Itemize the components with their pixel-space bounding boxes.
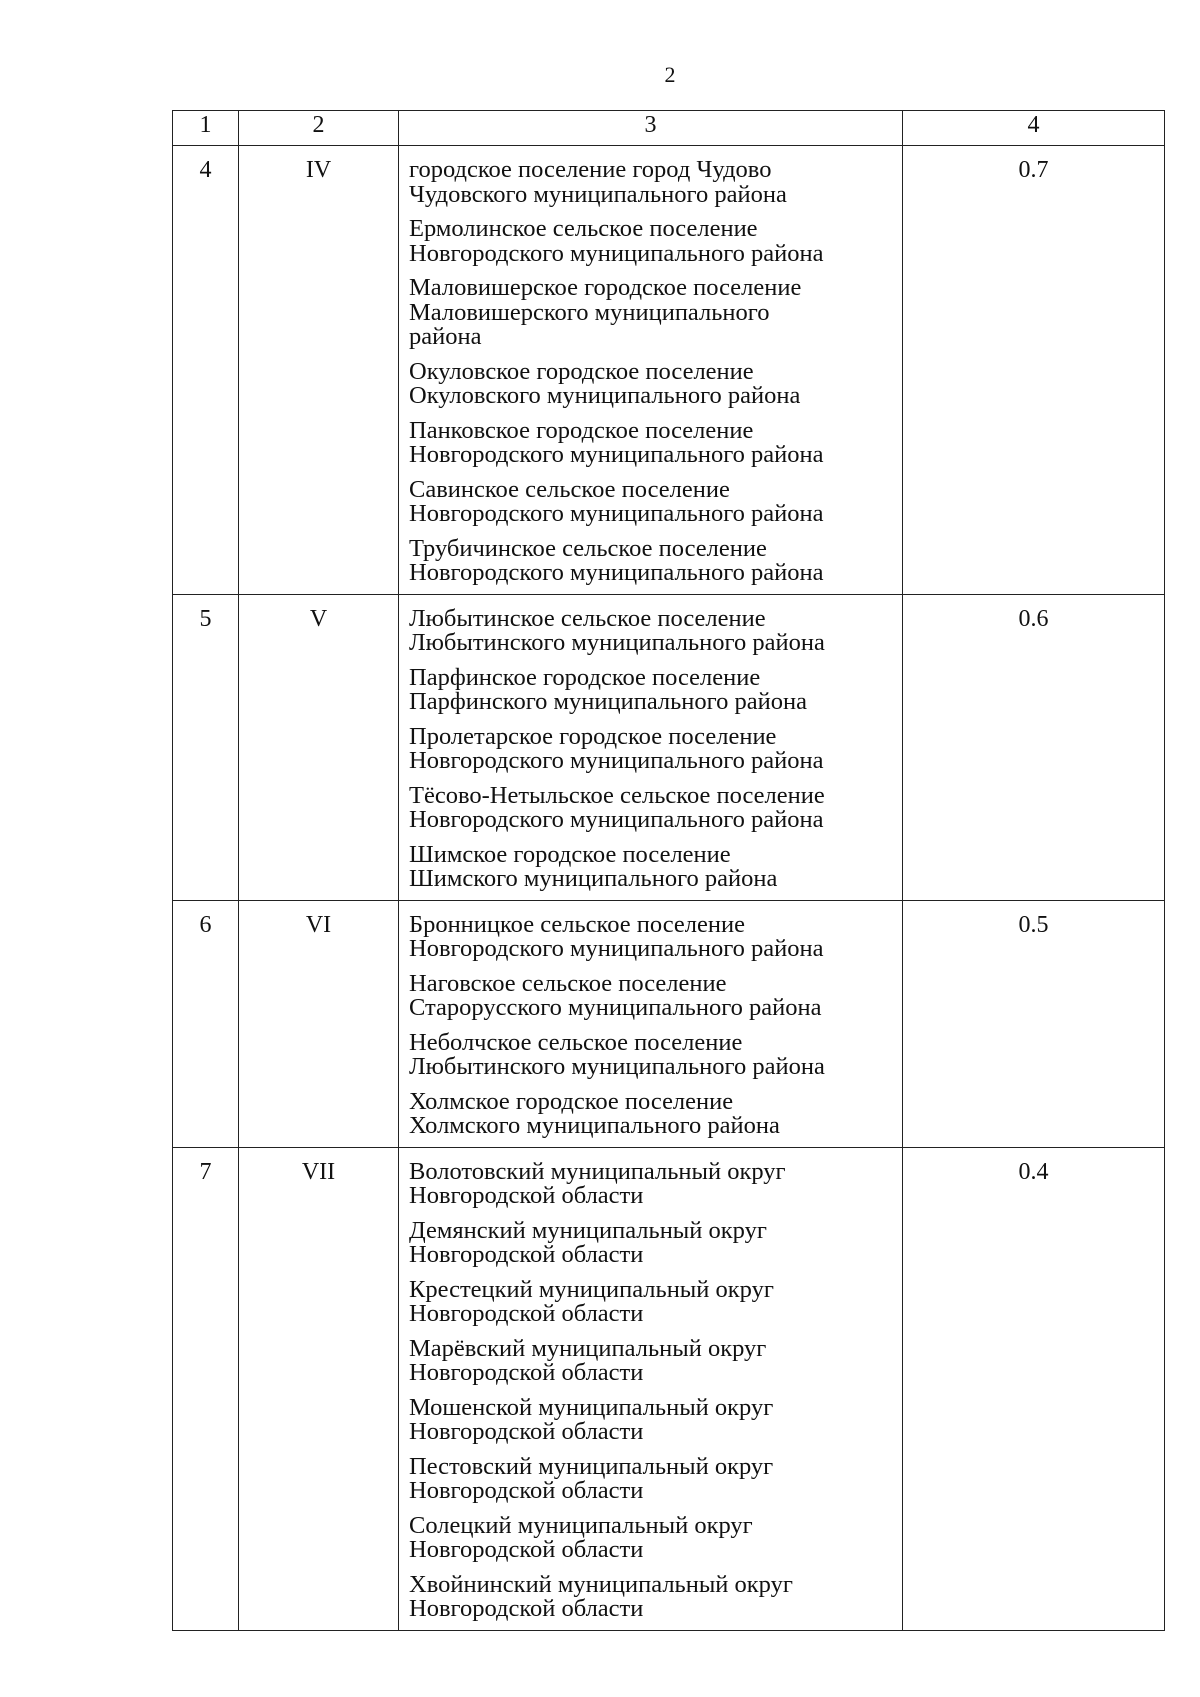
settlement-entry <box>409 663 892 715</box>
settlement-entry <box>409 781 892 833</box>
settlement-line: Пролетарское городское поселение <box>409 722 777 750</box>
settlement-entry <box>409 357 892 409</box>
table-row <box>173 900 1165 1147</box>
settlements-cell <box>399 146 903 595</box>
settlement-line: Ермолинское сельское поселение <box>409 215 758 242</box>
settlement-line: Неболчское сельское поселение <box>409 1028 743 1056</box>
settlement-line: Новгородской области <box>409 1359 644 1386</box>
settlement-entry <box>409 475 892 527</box>
settlement-entry <box>409 1334 892 1386</box>
group-cell: V <box>239 594 399 900</box>
settlements-cell <box>399 1147 903 1630</box>
settlement-entry <box>409 1028 892 1080</box>
settlement-line: Новгородской области <box>409 1595 644 1622</box>
settlement-line: Новгородского муниципального района <box>409 806 824 833</box>
row-number-cell: 4 <box>173 146 239 595</box>
row-number-cell: 5 <box>173 594 239 900</box>
settlement-line: Мошенской муниципальный округ <box>409 1393 774 1421</box>
settlement-line: Марёвский муниципальный округ <box>409 1334 767 1362</box>
settlement-line: Савинское сельское поселение <box>409 475 730 503</box>
settlement-line: Шимского муниципального района <box>409 865 778 892</box>
settlement-line: Трубичинское сельское поселение <box>409 534 767 562</box>
settlement-line: Солецкий муниципальный округ <box>409 1511 753 1539</box>
settlement-line: Любытинское сельское поселение <box>409 604 766 632</box>
table-row <box>173 594 1165 900</box>
row-number-cell: 6 <box>173 900 239 1147</box>
settlement-line: Окуловское городское поселение <box>409 357 754 385</box>
settlement-line: Новгородского муниципального района <box>409 500 824 527</box>
settlement-entry <box>409 969 892 1021</box>
settlement-line: Шимское городское поселение <box>409 840 731 868</box>
settlement-entry <box>409 1087 892 1139</box>
settlement-entry <box>409 722 892 774</box>
settlement-line: Новгородского муниципального района <box>409 441 824 468</box>
settlements-cell <box>399 594 903 900</box>
settlement-line: Холмского муниципального района <box>409 1112 780 1139</box>
header-col-4: 4 <box>903 111 1165 146</box>
settlement-line: Крестецкий муниципальный округ <box>409 1275 774 1303</box>
settlement-entry <box>409 217 892 266</box>
header-col-1: 1 <box>173 111 239 146</box>
settlement-line: Парфинское городское поселение <box>409 663 761 691</box>
settlement-entry <box>409 910 892 962</box>
settlement-entry <box>409 158 892 207</box>
coefficient-cell: 0.6 <box>903 594 1165 900</box>
settlement-line: Новгородской области <box>409 1477 644 1504</box>
settlement-line: Хвойнинский муниципальный округ <box>409 1570 793 1598</box>
settlement-line: Новгородской области <box>409 1300 644 1327</box>
settlements-table <box>172 110 1165 1631</box>
settlement-line: Демянский муниципальный округ <box>409 1216 767 1244</box>
settlement-line: Новгородского муниципального района <box>409 559 824 586</box>
settlement-line: Маловишерское городское поселение <box>409 274 802 301</box>
settlement-line: Парфинского муниципального района <box>409 688 807 715</box>
settlement-line: Новгородской области <box>409 1241 644 1268</box>
settlement-line: Новгородского муниципального района <box>409 747 824 774</box>
settlement-line: Холмское городское поселение <box>409 1087 734 1115</box>
settlement-line: Окуловского муниципального района <box>409 382 801 409</box>
settlement-line: Чудовского муниципального района <box>409 180 787 208</box>
table-row <box>173 146 1165 595</box>
settlement-line: Новгородского муниципального района <box>409 935 824 962</box>
settlement-entry <box>409 1511 892 1563</box>
settlement-line: Новгородской области <box>409 1182 644 1209</box>
settlement-entry <box>409 1570 892 1622</box>
settlement-line: Тёсово-Нетыльское сельское поселение <box>409 781 825 809</box>
settlements-cell <box>399 900 903 1147</box>
settlement-line: Новгородского муниципального района <box>409 239 824 267</box>
settlement-line: Новгородской области <box>409 1536 644 1563</box>
header-col-3: 3 <box>399 111 903 146</box>
settlement-line: района <box>409 323 482 350</box>
settlement-entry <box>409 840 892 892</box>
group-cell: IV <box>239 146 399 595</box>
settlement-line: Бронницкое сельское поселение <box>409 910 745 938</box>
group-cell: VI <box>239 900 399 1147</box>
settlement-line: городское поселение город Чудово <box>409 156 772 183</box>
coefficient-cell: 0.7 <box>903 146 1165 595</box>
settlement-line: Панковское городское поселение <box>409 416 754 444</box>
settlement-entry <box>409 276 892 350</box>
settlement-line: Старорусского муниципального района <box>409 994 822 1021</box>
settlement-entry <box>409 416 892 468</box>
settlement-entry <box>409 1452 892 1504</box>
page-number: 2 <box>664 62 676 87</box>
settlement-entry <box>409 604 892 656</box>
settlement-line: Наговское сельское поселение <box>409 969 727 997</box>
coefficient-cell: 0.4 <box>903 1147 1165 1630</box>
settlement-line: Маловишерского муниципального <box>409 298 770 326</box>
settlement-entry <box>409 534 892 586</box>
settlement-line: Новгородской области <box>409 1418 644 1445</box>
settlement-line: Пестовский муниципальный округ <box>409 1452 774 1480</box>
settlement-line: Любытинского муниципального района <box>409 629 825 656</box>
settlement-line: Волотовский муниципальный округ <box>409 1157 786 1185</box>
group-cell: VII <box>239 1147 399 1630</box>
table-row <box>173 1147 1165 1630</box>
row-number-cell: 7 <box>173 1147 239 1630</box>
coefficient-cell: 0.5 <box>903 900 1165 1147</box>
table-header-row <box>173 111 1165 146</box>
settlement-entry <box>409 1393 892 1445</box>
header-col-2: 2 <box>239 111 399 146</box>
settlement-entry <box>409 1157 892 1209</box>
settlement-line: Любытинского муниципального района <box>409 1053 825 1080</box>
settlement-entry <box>409 1275 892 1327</box>
table-body <box>173 111 1165 1631</box>
settlement-entry <box>409 1216 892 1268</box>
